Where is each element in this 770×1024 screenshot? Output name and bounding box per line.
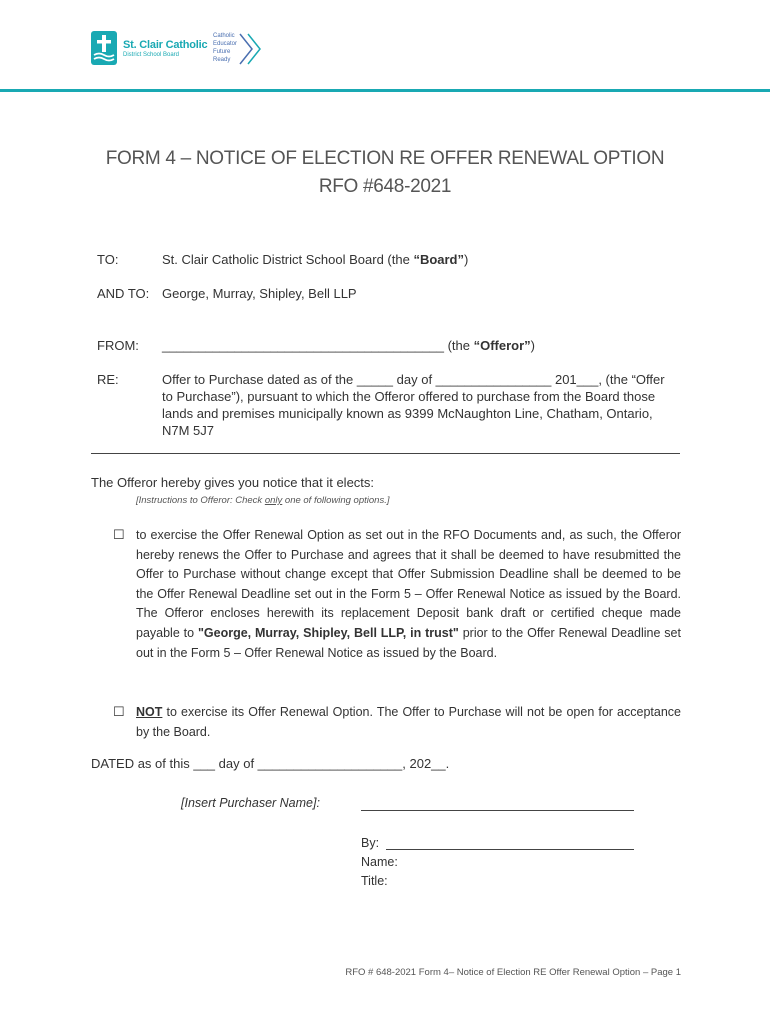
title-label: Title: [361, 874, 388, 888]
instructions-after: one of following options.] [282, 495, 390, 506]
tagline-line-1: Catholic [213, 33, 235, 39]
option-exercise-text [136, 526, 681, 663]
by-label: By: [361, 836, 380, 850]
to-text: St. Clair Catholic District School Board (the [162, 252, 414, 267]
logo-name: St. Clair Catholic [123, 39, 208, 51]
option-decline-checkbox[interactable]: ☐ [113, 704, 125, 719]
option-exercise-checkbox[interactable]: ☐ [113, 527, 125, 542]
purchaser-name-line[interactable] [361, 810, 634, 811]
from-text: (the [443, 338, 474, 353]
re-label: RE: [97, 372, 119, 387]
header-rule [0, 89, 770, 92]
offeror-name-blank[interactable]: _______________________________________ [162, 338, 444, 353]
school-board-logo [91, 31, 208, 67]
from-value [162, 337, 662, 354]
page-footer: RFO # 648-2021 Form 4– Notice of Election RE Offer Renewal Option – Page 1 [345, 967, 681, 978]
instructions [136, 495, 389, 506]
tagline-line-2: Educator [213, 41, 238, 47]
instructions-underlined: only [264, 495, 283, 506]
letterhead [0, 0, 770, 94]
instructions-before: [Instructions to Offeror: Check [136, 495, 265, 506]
form-title: FORM 4 – NOTICE OF ELECTION RE OFFER RENEWAL OPTION [105, 148, 665, 169]
dated-line[interactable]: DATED as of this ___ day of ____________________, 202__. [91, 756, 450, 771]
option-decline-text-main: to exercise its Offer Renewal Option. The Offer to Purchase will not be open for acceptance by the Board. [136, 705, 681, 739]
purchaser-name-label: [Insert Purchaser Name]: [181, 796, 320, 810]
offeror-term: “Offeror” [473, 338, 531, 353]
tagline-line-4: Ready [213, 57, 231, 63]
tagline-line-3: Future [213, 49, 231, 55]
tagline-logo [212, 30, 268, 68]
to-end: ) [464, 252, 469, 267]
to-value [162, 251, 662, 268]
from-end: ) [530, 338, 536, 353]
section-divider [91, 453, 680, 454]
signature-line[interactable] [386, 849, 634, 850]
to-label: TO: [97, 252, 119, 267]
from-label: FROM: [97, 338, 139, 353]
option-exercise-text-after: prior to the Offer Renewal Deadline set out in the Form 5 – Offer Renewal Notice as issued by the Board. [136, 625, 681, 660]
option-decline-text [136, 703, 681, 742]
board-term: “Board” [413, 252, 464, 267]
election-intro: The Offeror hereby gives you notice that it elects: [91, 475, 375, 490]
payee-name: "George, Murray, Shipley, Bell LLP, in trust" [197, 625, 459, 640]
rfo-number: RFO #648-2021 [318, 176, 452, 197]
cross-logo-icon [91, 31, 117, 65]
logo-subtitle: District School Board [123, 52, 180, 58]
and-to-value: George, Murray, Shipley, Bell LLP [162, 286, 357, 301]
option-exercise-text-main: to exercise the Offer Renewal Option as set out in the RFO Documents and, as such, the Offeror hereby renews the Offer to Purchase and agrees that it shall be deemed to have resubmitted the Offer to Purchase without change except that Offer Submission Deadline shall be deemed to be the Offer Renewal Deadline set out in the Form 5 – Offer Renewal Notice as issued by the Board. The Offeror encloses herewith its replacement Deposit bank draft or certified cheque made payable to [136, 528, 681, 640]
and-to-label: AND TO: [97, 286, 150, 301]
chevron-right-icon [238, 32, 264, 66]
not-emphasis: NOT [136, 705, 163, 719]
re-value: Offer to Purchase dated as of the _____ day of ________________ 201___, (the “Offer to Purchase”), pursuant to which the Offeror offered to purchase from the Board those lands and premises municipally known as 9399 McNaughton Line, Chatham, Ontario, N7M 5J7 [162, 372, 665, 438]
name-label: Name: [361, 855, 398, 869]
